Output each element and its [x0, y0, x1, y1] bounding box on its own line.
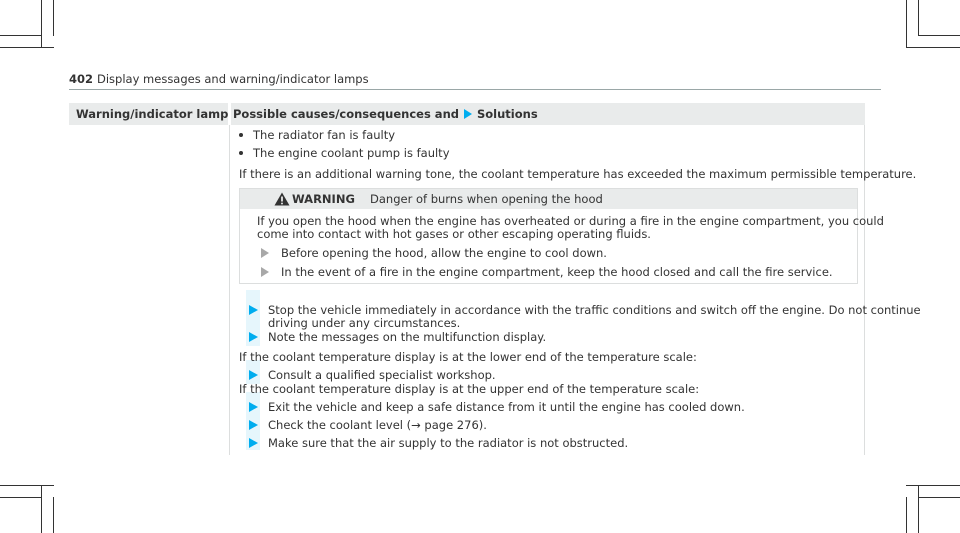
crop-mark [0, 497, 42, 498]
step-arrow-icon [249, 370, 258, 380]
warning-body: come into contact with hot gases or other escaping operating fluids. [257, 227, 651, 241]
step-exit-vehicle: Exit the vehicle and keep a safe distance from it until the engine has cooled down. [268, 400, 745, 414]
crop-mark [918, 35, 960, 36]
crop-mark [0, 485, 54, 486]
crop-mark [0, 35, 42, 36]
header-divider [69, 89, 881, 90]
crop-mark [918, 497, 960, 498]
tone-note: If there is an additional warning tone, the coolant temperature has exceeded the maximum permissible temperature. [239, 167, 917, 181]
warning-step: Before opening the hood, allow the engine to cool down. [281, 246, 607, 260]
column-header-causes: Possible causes/consequences and [233, 107, 459, 121]
column-header-causes-solutions [233, 107, 538, 121]
step-check-air-supply: Make sure that the air supply to the radiator is not obstructed. [268, 436, 629, 450]
column-divider [229, 125, 230, 455]
crop-mark [41, 0, 42, 47]
crop-mark [906, 0, 907, 47]
step-note-messages: Note the messages on the multifunction display. [268, 330, 547, 344]
page-number: 402 [69, 72, 94, 86]
column-divider [228, 103, 231, 125]
step-arrow-icon [261, 267, 269, 277]
crop-mark [906, 497, 907, 533]
warning-label: WARNING [292, 192, 355, 206]
crop-mark [0, 47, 54, 48]
step-arrow-icon [249, 305, 258, 315]
crop-mark [906, 47, 960, 48]
cause-item: The radiator fan is faulty [253, 128, 396, 142]
solution-arrow-icon [464, 109, 472, 119]
column-header-solutions: Solutions [477, 107, 538, 121]
cause-item: The engine coolant pump is faulty [253, 146, 450, 160]
crop-mark [906, 485, 960, 486]
crop-mark [53, 0, 54, 36]
step-check-coolant[interactable]: Check the coolant level (→ page 276). [268, 418, 487, 432]
step-arrow-icon [261, 248, 269, 258]
bullet-icon [239, 151, 243, 155]
step-arrow-icon [249, 332, 258, 342]
table-header [69, 103, 865, 125]
warning-step: In the event of a fire in the engine compartment, keep the hood closed and call the fire service. [281, 265, 833, 279]
step-consult-workshop: Consult a qualified specialist workshop. [268, 368, 496, 382]
crop-mark [918, 485, 919, 533]
step-stop-vehicle: Stop the vehicle immediately in accordance with the traffic conditions and switch off the engine. Do not continue [268, 303, 921, 317]
step-arrow-icon [249, 420, 258, 430]
page-title: Display messages and warning/indicator lamps [97, 72, 369, 86]
warning-header [240, 189, 857, 209]
condition-lower-end: If the coolant temperature display is at the lower end of the temperature scale: [239, 350, 697, 364]
step-arrow-icon [249, 438, 258, 448]
bullet-icon [239, 133, 243, 137]
crop-mark [41, 485, 42, 533]
column-header-lamp: Warning/indicator lamp [76, 107, 229, 121]
crop-mark [53, 497, 54, 533]
warning-box [239, 188, 884, 284]
warning-title: Danger of burns when opening the hood [370, 192, 603, 206]
step-stop-vehicle: driving under any circumstances. [268, 316, 461, 330]
step-arrow-icon [249, 402, 258, 412]
warning-triangle-icon [274, 192, 290, 206]
warning-body: If you open the hood when the engine has overheated or during a fire in the engine compartment, you could [257, 214, 884, 228]
crop-mark [918, 0, 919, 36]
condition-upper-end: If the coolant temperature display is at the upper end of the temperature scale: [239, 382, 700, 396]
